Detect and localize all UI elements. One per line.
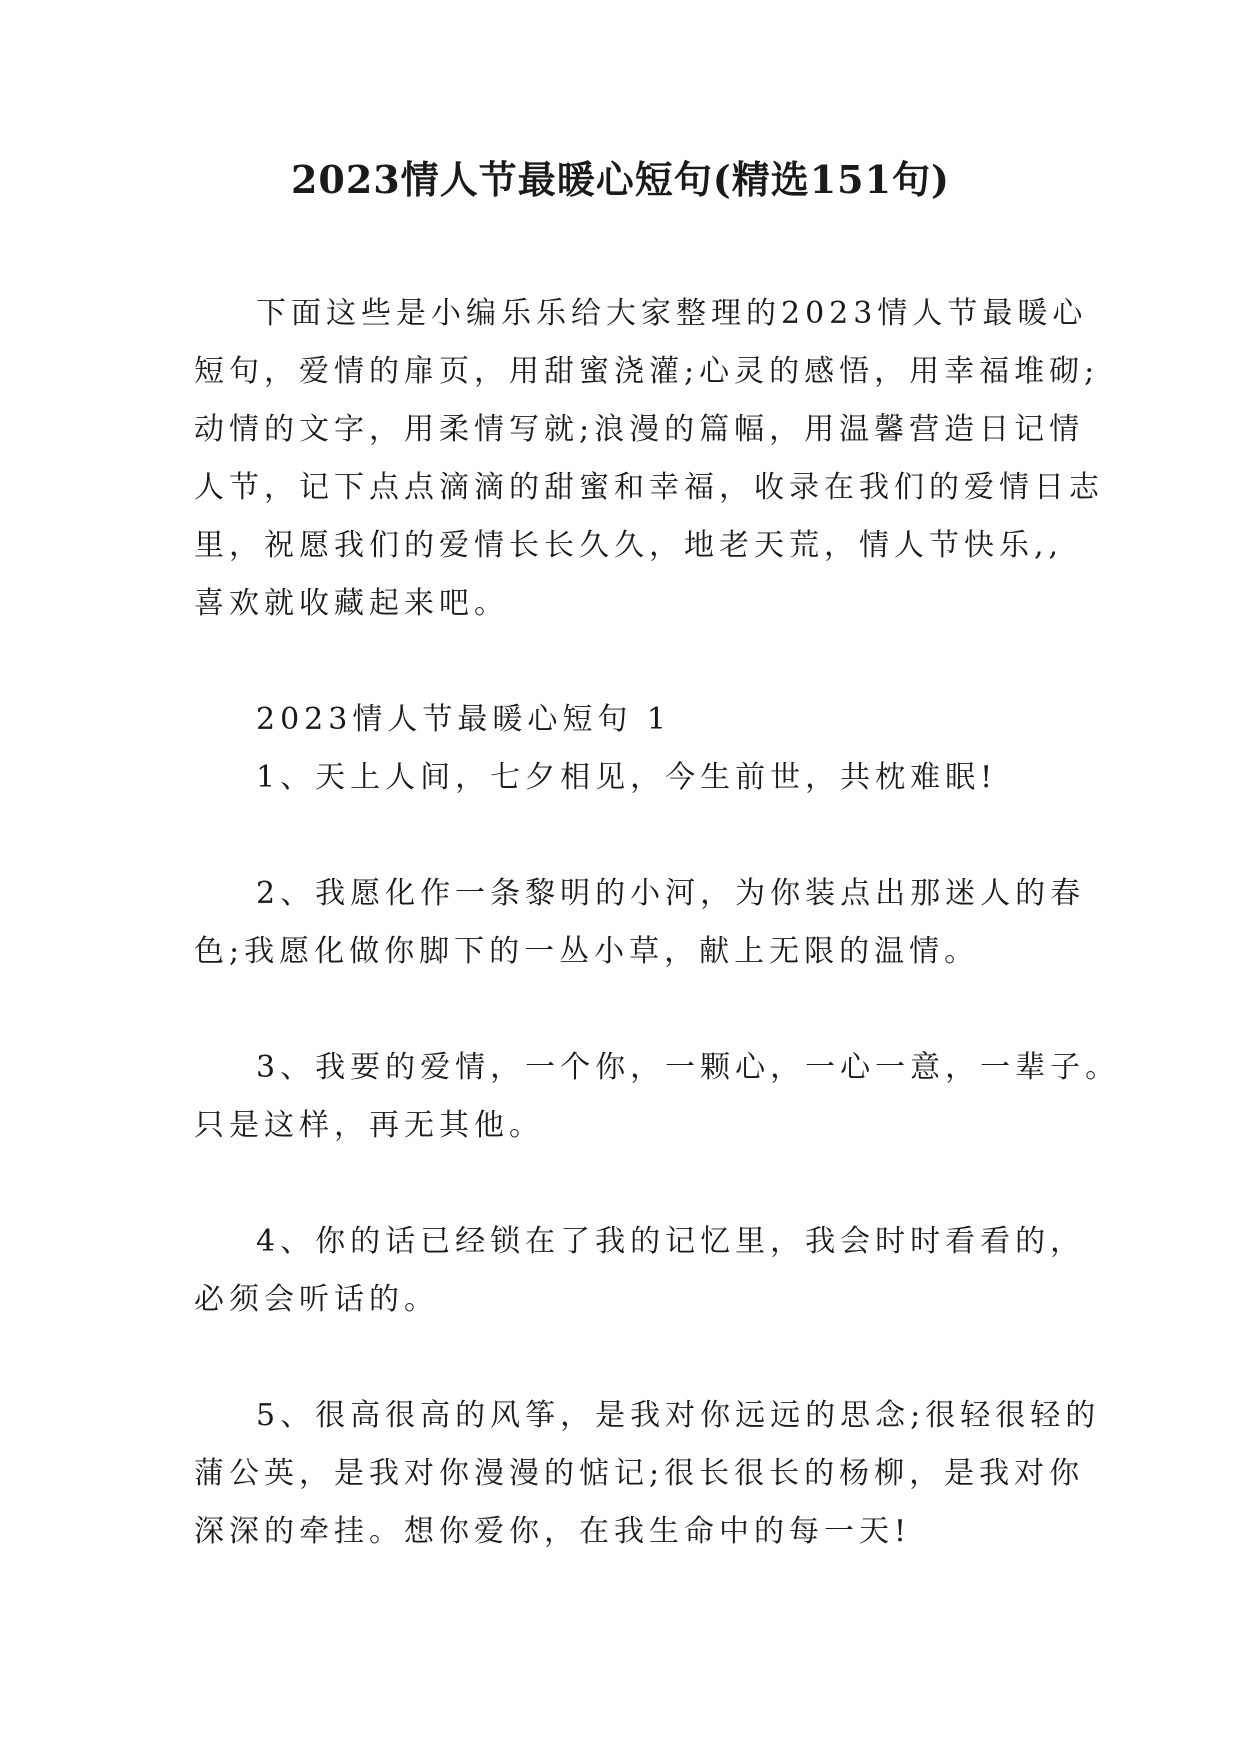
list-item-4-line-1: 4、你的话已经锁在了我的记忆里，我会时时看看的， — [256, 1224, 1086, 1259]
intro-line-3: 动情的文字，用柔情写就;浪漫的篇幅，用温馨营造日记情 — [194, 412, 1085, 447]
list-item-5-line-1: 5、很高很高的风筝，是我对你远远的思念;很轻很轻的 — [256, 1398, 1101, 1433]
list-item-4-line-2: 必须会听话的。 — [194, 1282, 439, 1317]
list-item-3-line-2: 只是这样，再无其他。 — [194, 1108, 544, 1143]
intro-line-6: 喜欢就收藏起来吧。 — [194, 586, 509, 621]
intro-line-1: 下面这些是小编乐乐给大家整理的2023情人节最暖心 — [256, 296, 1088, 331]
intro-line-2: 短句，爱情的扉页，用甜蜜浇灌;心灵的感悟，用幸福堆砌; — [194, 354, 1100, 389]
list-item-5-line-3: 深深的牵挂。想你爱你，在我生命中的每一天! — [194, 1514, 912, 1549]
list-item-3-line-1: 3、我要的爱情，一个你，一颗心，一心一意，一辈子。 — [256, 1050, 1121, 1085]
list-item-2-line-2: 色;我愿化做你脚下的一丛小草，献上无限的温情。 — [194, 934, 980, 969]
intro-line-4: 人节，记下点点滴滴的甜蜜和幸福，收录在我们的爱情日志 — [194, 470, 1104, 505]
document-title: 2023情人节最暖心短句(精选151句) — [290, 157, 951, 202]
list-item-2-line-1: 2、我愿化作一条黎明的小河，为你装点出那迷人的春 — [256, 876, 1086, 911]
list-item-5-line-2: 蒲公英，是我对你漫漫的惦记;很长很长的杨柳，是我对你 — [194, 1456, 1085, 1491]
section-heading: 2023情人节最暖心短句 1 — [256, 702, 671, 737]
list-item-1-line-1: 1、天上人间，七夕相见，今生前世，共枕难眠! — [256, 760, 998, 795]
intro-line-5: 里，祝愿我们的爱情长长久久，地老天荒，情人节快乐,, — [194, 528, 1064, 563]
